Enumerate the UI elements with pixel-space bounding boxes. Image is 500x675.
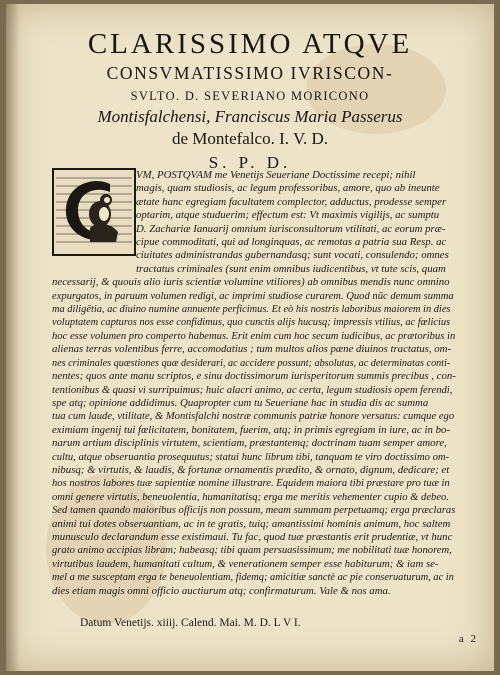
heading-line-6: S. P. D. — [208, 153, 292, 172]
text-line: cultu, atque obseruantia prosequutus; statui hunc librum tibi, tanquam te viro doctissimo om- — [52, 451, 450, 463]
heading-line-4: Montisfalchensi, Franciscus Maria Passerus — [97, 107, 403, 126]
date-line: Datum Venetijs. xiiij. Calend. Mai. M. D. L V I. — [80, 617, 301, 629]
text-line: nentes; quos ante manu scriptos, e sinu doctissimorum iurisperitorum summis precibus , con- — [52, 370, 456, 383]
text-line: alienas terras volentibus ferre, accomodatius ; tum multos alios pæne diuinos tractatus, om- — [52, 343, 452, 356]
text-line: narum artium disciplinis virtutem, scientiam, præstantemq; doctrinam tuam semper amore, — [52, 437, 447, 450]
dedication-text — [52, 169, 456, 598]
text-line: grato animo accipias libram; habeasq; tibi quam persuasissimum; me nobilitati tuæ honorem, — [52, 545, 452, 557]
text-line: ma diligētia, ac diuino numine annuente perficimus. Et eò his nostris laboribus maiorem in dies — [52, 304, 451, 316]
text-line: dies etiam magis omni officio auctiurum atq; confirmaturum. Vale & nos ama. — [52, 584, 391, 597]
heading-line-5: de Montefalco. I. V. D. — [171, 129, 329, 148]
text-line: necessarij, & quouis alio iuris scientiæ volumine vtiliores) ab omnibus mendis nunc omnino — [52, 276, 450, 289]
text-line: nibusq; & virtutis, & laudis, & fortunæ ornamentis prædito, & ornato, dignum, dedicare; et — [52, 463, 450, 476]
text-line: cipue commoditati, qui ad longinquas, ac remotas a patria sua Resp. ac — [136, 236, 447, 249]
text-line: spe atq; opinione addidimus. Quapropter cum tu Seueriane hac in studia dis ac summa — [52, 396, 429, 409]
text-line: Sed tamen quando maioribus officijs non possum, meam summam perpetuamq; erga præclaras — [52, 505, 456, 517]
text-line: optarim, atque studuerim; effectum est: Vt maximis vigilijs, ac sumptu — [136, 209, 440, 222]
text-line: tua cum laude, vtilitate, & Montisfalchi nostræ communis patriæ honore versatus: cumque ego — [52, 411, 455, 423]
text-line: ciuitates administrandas gubernandasq; sunt vocati, consulendo; omnes — [136, 249, 449, 262]
text-line: voluptatem capturos nos esse confidimus, quo cunctis alijs hucusq; impressis vtilius, ac fœlicius — [52, 317, 451, 329]
text-line: D. Zachariæ Ianuarij omnium iurisconsultorum vtilitati, ac eorum præ- — [136, 222, 446, 235]
heading-line-3: SVLTO. D. SEVERIANO MORICONO — [130, 89, 370, 103]
text-line: animi tui dotes obseruantiam, ac in te gratis, tuiq; amantissimi hominis animum, hoc saltem — [52, 517, 451, 530]
text-line: VM, POSTQVAM me Venetijs Seueriane Doctissime recepi; nihil — [136, 169, 416, 181]
text-line: tentionibus & quasi vi surripuimus; huic alacri animo, ac certa, legum studiosis opem ferendi, — [52, 384, 453, 396]
dedication-heading — [6, 28, 494, 173]
text-line: munusculo declarandum esse existimaui. Tu fac, quod tuæ præstantis erit prudentiæ, vt hunc — [52, 530, 453, 543]
text-line: hoc esse volumen pro comperto habemus. Erit enim cum hoc secum iudicibus, ac prætoribus in — [52, 330, 456, 342]
text-line: nes criminales quæstiones quæ desiderari, ac accidere possunt; absolutas, ac determinatas conti- — [52, 357, 451, 369]
text-line: mel a me susceptam erga te beneuolentiam, fidemq; amicitiæ sanctè ac pie conseruaturum, ac in — [52, 572, 454, 584]
text-line: virtutibus laudem, humanitati cultum, & venerationem semper esse habiturum; & iam se- — [52, 557, 439, 570]
text-line: omni genere virtutis, beneuolentia, humanitatisq; erga me meritis vehementer cupio & debeo. — [52, 491, 449, 503]
text-line: expurgatos, in paruum volumen redigi, ac imprimi studiose curarem. Quod nūc demum summa — [52, 290, 454, 302]
text-line: ætate hanc egregiam facultatem complector, adductus, prodesse semper — [136, 195, 447, 208]
text-line: magis, quam studiosis, ac legum professoribus, amore, quo ab ineunte — [136, 182, 440, 195]
signature-mark: a 2 — [458, 633, 478, 645]
text-line: hos nostros labores tuæ sapientiæ nomine illustrare. Equidem maiora tibi præstare pro tuæ in — [52, 478, 450, 490]
heading-line-1: CLARISSIMO ATQVE — [87, 28, 413, 60]
text-line: tractatus criminales (sunt enim omnibus iudicentibus, vt tute scis, quam — [136, 262, 446, 275]
heading-line-2: CONSVMATISSIMO IVRISCON- — [106, 63, 394, 83]
text-line: eximiam ingenij tui fœlicitatem, bonitatem, fuerim, atq; in primis egregiam in iure, ac in bo- — [52, 423, 451, 436]
